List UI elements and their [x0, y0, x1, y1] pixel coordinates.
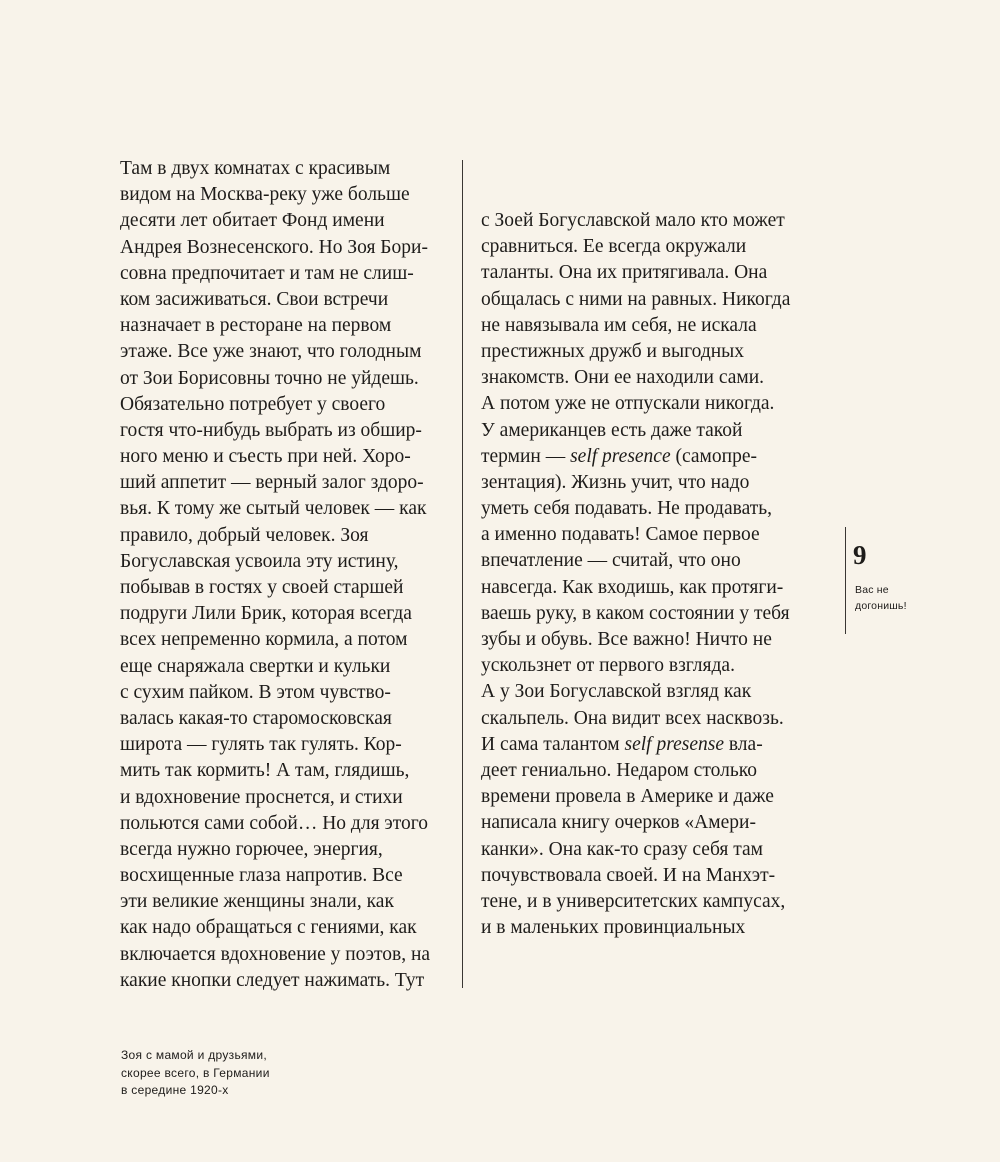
text-line: подруги Лили Брик, которая всегда — [120, 603, 412, 625]
text-line: широта — гулять так гулять. Кор- — [120, 734, 402, 756]
text-line: с сухим пайком. В этом чувство- — [120, 681, 391, 703]
text-line: совна предпочитает и там не слиш- — [120, 262, 414, 284]
text-line — [481, 601, 790, 627]
text-fragment: У американцев есть даже такой — [481, 419, 743, 441]
text-line: как надо обращаться с гениями, как — [120, 917, 417, 939]
text-line: какие кнопки следует нажимать. Тут — [120, 969, 425, 991]
text-line — [481, 496, 790, 522]
photo-caption — [121, 1047, 270, 1100]
text-line — [481, 863, 790, 889]
text-line — [481, 522, 790, 548]
text-line — [481, 208, 790, 234]
text-fragment: скальпель. Она видит всех насквозь. — [481, 707, 784, 729]
text-line: от Зои Борисовны точно не уйдешь. — [120, 367, 419, 389]
text-line: польются сами собой… Но для этого — [120, 812, 429, 834]
text-line: Обязательно потребует у своего — [120, 393, 386, 415]
text-line: эти великие женщины знали, как — [120, 891, 394, 913]
text-fragment: и в маленьких провинциальных — [481, 917, 746, 939]
text-line — [481, 653, 790, 679]
text-line — [481, 837, 790, 863]
text-fragment: А потом уже не отпускали никогда. — [481, 393, 775, 415]
text-line — [481, 365, 790, 391]
page-number: 9 — [853, 540, 867, 570]
caption-line: Зоя с мамой и друзьями, — [121, 1048, 267, 1062]
page-marker-rule — [845, 527, 846, 634]
text-fragment: написала книгу очерков «Амери- — [481, 812, 756, 834]
text-fragment: с Зоей Богуславской мало кто может — [481, 210, 785, 231]
text-fragment: термин — — [481, 445, 571, 467]
text-line — [481, 575, 790, 601]
text-line — [481, 313, 790, 339]
text-fragment: впечатление — считай, что оно — [481, 550, 741, 572]
left-text-column — [120, 156, 430, 994]
text-fragment: престижных дружб и выгодных — [481, 340, 745, 362]
text-fragment: вла- — [723, 733, 763, 755]
text-line — [481, 810, 790, 836]
text-fragment: ваешь руку, в каком состоянии у тебя — [481, 602, 790, 624]
text-line: назначает в ресторане на первом — [120, 315, 392, 337]
text-line — [481, 679, 790, 705]
text-line: правило, добрый человек. Зоя — [120, 524, 369, 546]
italic-term: self presence — [570, 445, 671, 467]
text-fragment: таланты. Она их притягивала. Она — [481, 262, 768, 284]
text-line: включается вдохновение у поэтов, на — [120, 943, 431, 965]
text-line — [481, 889, 790, 915]
text-line — [481, 287, 790, 313]
text-fragment: сравниться. Ее всегда окружали — [481, 236, 747, 258]
text-line: видом на Москва-реку уже больше — [120, 184, 410, 206]
text-line: вья. К тому же сытый человек — как — [120, 498, 427, 520]
text-fragment: почувствовала своей. И на Манхэт- — [481, 864, 776, 886]
text-fragment: И сама талантом — [481, 733, 625, 755]
text-line: еще снаряжала свертки и кульки — [120, 655, 391, 677]
text-fragment: уметь себя подавать. Не продавать, — [481, 498, 773, 520]
text-fragment: ускользнет от первого взгляда. — [481, 655, 735, 677]
text-line: мить так кормить! А там, глядишь, — [120, 760, 410, 782]
text-line: ком засиживаться. Свои встречи — [120, 288, 389, 310]
text-line — [481, 784, 790, 810]
text-line: десяти лет обитает Фонд имени — [120, 210, 385, 232]
text-line — [481, 418, 790, 444]
text-line — [481, 706, 790, 732]
section-title-line: догонишь! — [855, 600, 907, 612]
text-fragment: времени провела в Америке и даже — [481, 786, 774, 808]
italic-term: self presense — [624, 733, 724, 755]
text-line — [481, 339, 790, 365]
text-fragment: зентация). Жизнь учит, что надо — [481, 471, 750, 493]
text-line: этаже. Все уже знают, что голодным — [120, 341, 422, 363]
text-fragment: деет гениально. Недаром столько — [481, 759, 757, 781]
text-line — [481, 260, 790, 286]
text-line — [481, 548, 790, 574]
text-line: ший аппетит — верный залог здоро- — [120, 472, 424, 494]
caption-line: скорее всего, в Германии — [121, 1065, 270, 1080]
text-line: валась какая-то старомосковская — [120, 707, 392, 729]
text-line — [481, 444, 790, 470]
right-text-column — [481, 208, 790, 941]
running-section-title — [855, 582, 907, 614]
text-line: Там в двух комнатах с красивым — [120, 158, 391, 179]
section-title-line: Вас не — [855, 584, 889, 596]
text-line: всегда нужно горючее, энергия, — [120, 838, 383, 860]
text-line — [481, 732, 790, 758]
text-fragment: не навязывала им себя, не искала — [481, 314, 757, 336]
text-line: Богуславская усвоила эту истину, — [120, 550, 399, 572]
text-fragment: (самопре- — [670, 445, 757, 467]
text-line: гостя что-нибудь выбрать из обшир- — [120, 419, 422, 441]
caption-line: в середине 1920-х — [121, 1083, 229, 1097]
text-line: восхищенные глаза напротив. Все — [120, 865, 403, 887]
column-divider — [462, 160, 463, 988]
text-line: всех непременно кормила, а потом — [120, 629, 408, 651]
text-line — [481, 234, 790, 260]
text-fragment: зубы и обувь. Все важно! Ничто не — [481, 629, 772, 650]
text-line — [481, 758, 790, 784]
text-fragment: знакомств. Они ее находили сами. — [481, 367, 765, 389]
text-fragment: навсегда. Как входишь, как протяги- — [481, 576, 784, 598]
text-line: ного меню и съесть при ней. Хоро- — [120, 446, 411, 468]
text-line: Андрея Вознесенского. Но Зоя Бори- — [120, 236, 428, 258]
text-fragment: тене, и в университетских кампусах, — [481, 890, 786, 912]
text-line — [481, 391, 790, 417]
text-line: побывав в гостях у своей старшей — [120, 577, 404, 598]
text-line — [481, 470, 790, 496]
text-line — [481, 627, 790, 653]
text-fragment: А у Зои Богуславской взгляд как — [481, 681, 752, 703]
text-fragment: канки». Она как-то сразу себя там — [481, 838, 763, 860]
text-line — [481, 915, 790, 941]
text-fragment: а именно подавать! Самое первое — [481, 524, 760, 546]
text-line: и вдохновение проснется, и стихи — [120, 786, 403, 808]
text-fragment: общалась с ними на равных. Никогда — [481, 288, 791, 310]
